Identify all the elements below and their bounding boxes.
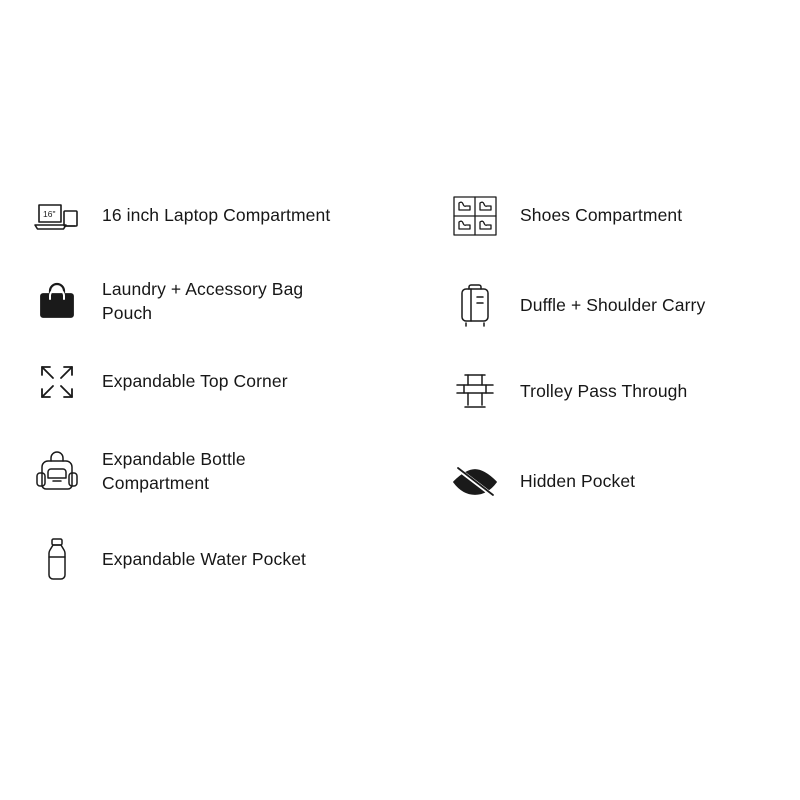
feature-label: 16 inch Laptop Compartment [102,205,331,226]
feature-label: Laundry + Accessory Bag Pouch [102,279,304,323]
feature-label: Expandable Bottle Compartment [102,449,246,493]
feature-label: Hidden Pocket [520,471,636,492]
feature-label: Expandable Top Corner [102,371,288,392]
feature-label: Trolley Pass Through [520,381,688,402]
feature-expandable-top-corner [26,351,386,413]
left-column [26,185,386,591]
feature-laundry-accessory-bag [26,271,386,333]
laptop-compartment-icon [26,185,88,247]
feature-duffle-shoulder-carry [444,275,784,337]
shoes-compartment-icon [444,185,506,247]
trolley-pass-through-icon [444,361,506,423]
hidden-eye-icon [444,451,506,513]
right-column [444,185,784,513]
feature-label: Shoes Compartment [520,205,683,226]
feature-label: Duffle + Shoulder Carry [520,295,706,316]
feature-expandable-bottle-compartment [26,441,386,503]
backpack-bottle-icon [26,441,88,503]
feature-expandable-water-pocket [26,529,386,591]
expand-arrows-icon [26,351,88,413]
feature-laptop-compartment [26,185,386,247]
feature-hidden-pocket [444,451,784,513]
svg-text:16": 16" [43,209,56,219]
feature-label: Expandable Water Pocket [102,549,306,570]
tote-bag-icon [26,271,88,333]
feature-shoes-compartment [444,185,784,247]
luggage-icon [444,275,506,337]
feature-trolley-pass-through [444,361,784,423]
water-bottle-icon [26,529,88,591]
